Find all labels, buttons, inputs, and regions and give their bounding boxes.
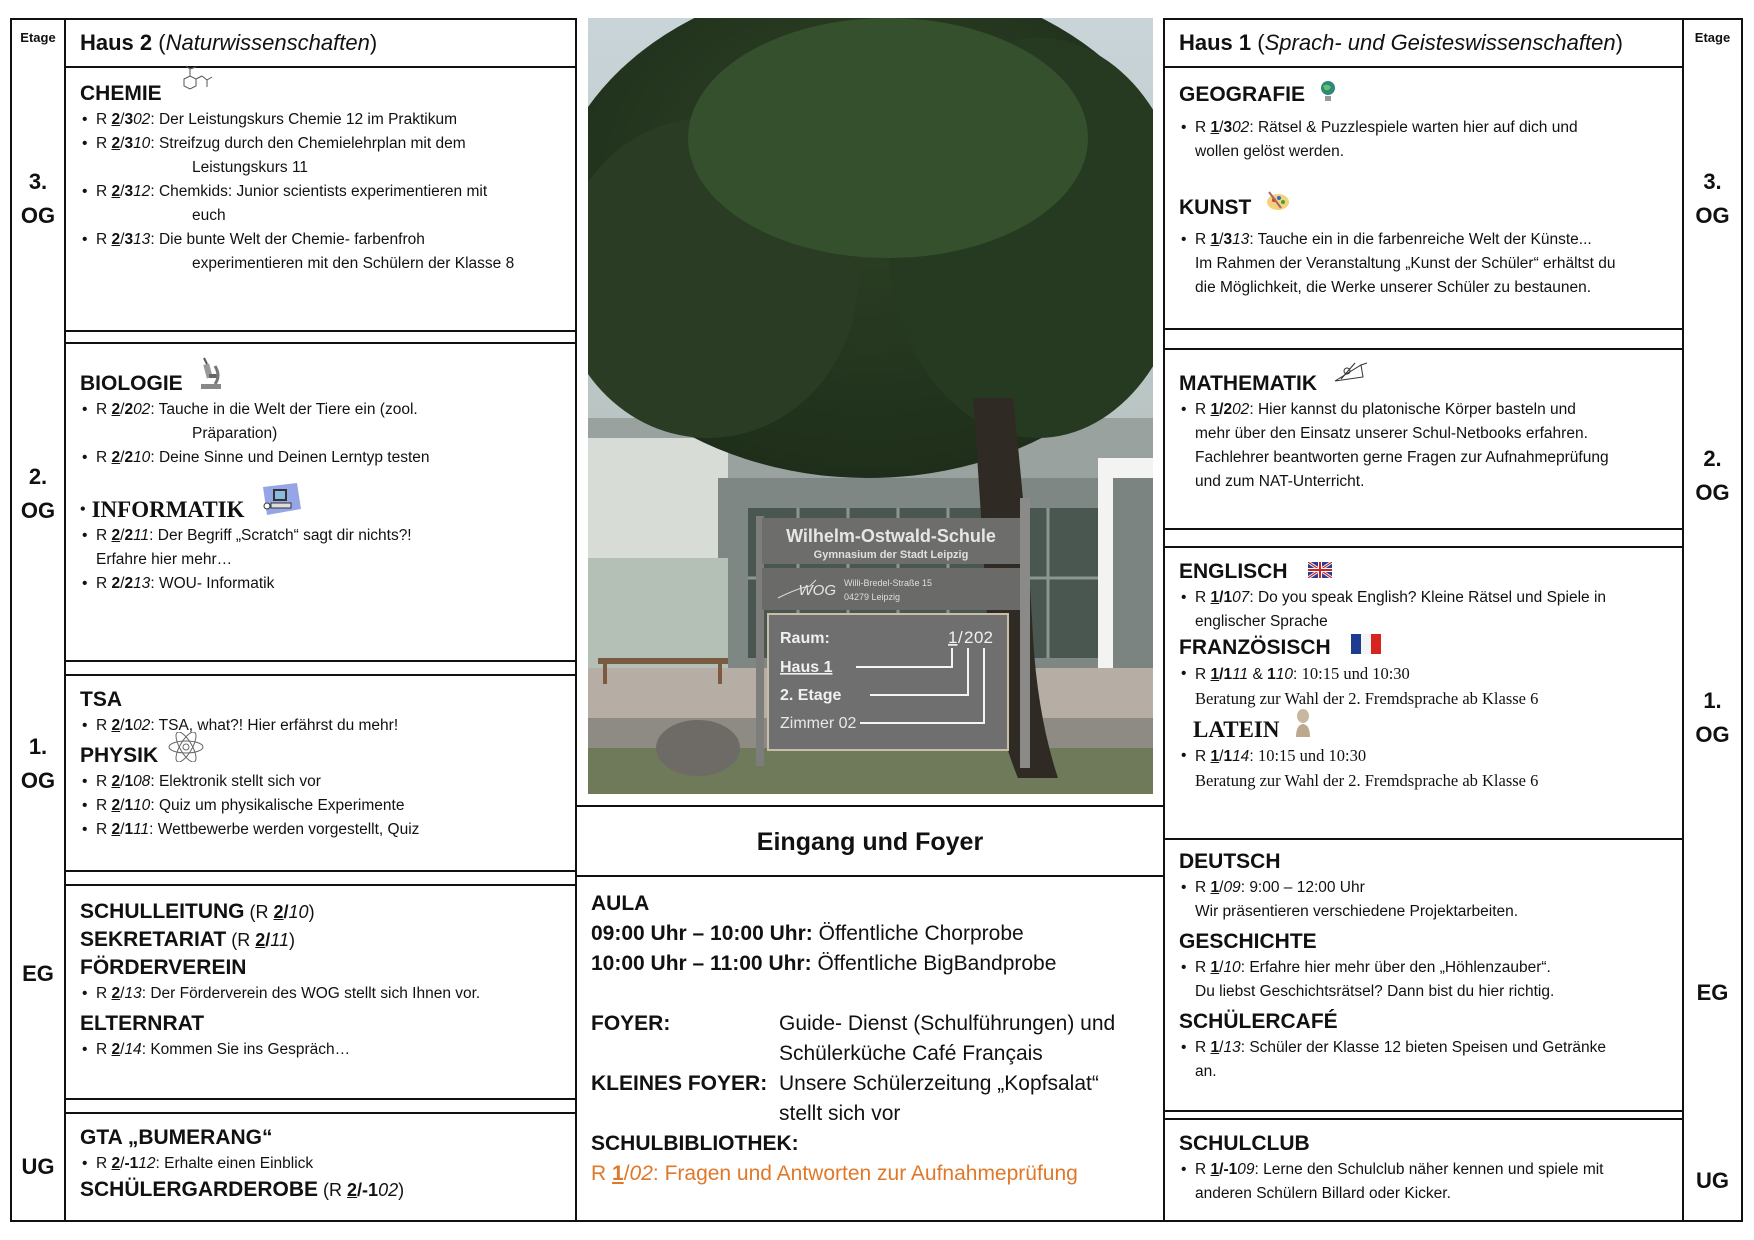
sekretariat-heading: SEKRETARIAT (R 2/11): [80, 928, 295, 951]
franzoesisch-list: [1179, 662, 1668, 712]
floor-label-eg-right: EG: [1696, 980, 1729, 1005]
floor-number: 3.: [28, 169, 48, 194]
haus1-3og-box: [1163, 66, 1684, 330]
haus1-header: Haus 1 (Sprach- und Geisteswissenschaften): [1163, 18, 1684, 68]
haus1-title: Haus 1: [1179, 30, 1252, 55]
geografie-list: [1179, 116, 1668, 164]
gta-heading: GTA „BUMERANG“: [80, 1126, 273, 1149]
garderobe-heading: SCHÜLERGARDEROBE (R 2/-102): [80, 1178, 405, 1201]
floor-suffix: OG: [20, 203, 56, 228]
haus1-subtitle: Sprach- und Geisteswissenschaften: [1264, 30, 1616, 55]
uk-flag-icon: [1308, 558, 1332, 586]
list-item: • R 2/310: Streifzug durch den Chemielehrplan mit dem Leistungskurs 11: [80, 132, 561, 180]
etage-header-right: Etage: [1694, 30, 1731, 45]
list-item: • R 1/13: Schüler der Klasse 12 bieten Speisen und Getränke an.: [1179, 1036, 1668, 1084]
list-item: • R 1/111 & 110: 10:15 und 10:30 Beratung zur Wahl der 2. Fremdsprache ab Klasse 6: [1179, 662, 1668, 712]
list-item: • R 1/313: Tauche ein in die farbenreiche Welt der Künste... Im Rahmen der Veranstaltung „Kunst der Schüler“ erhältst du die Möglichkeit, die Werke unserer Schüler zu bestaunen.: [1179, 228, 1668, 300]
chemie-heading-text: CHEMIE: [80, 82, 162, 105]
foerderverein-list: [80, 982, 561, 1006]
bibliothek-heading: SCHULBIBLIOTHEK:: [591, 1132, 799, 1155]
eingang-title-box: [575, 805, 1165, 877]
englisch-list: [1179, 586, 1668, 634]
englisch-heading-text: ENGLISCH: [1179, 560, 1288, 583]
aula-row: 09:00 Uhr – 10:00 Uhr: Öffentliche Chorprobe: [591, 922, 1024, 945]
schuelercafe-list: [1179, 1036, 1668, 1084]
list-item: • R 2/302: Der Leistungskurs Chemie 12 im Praktikum: [80, 108, 561, 132]
latein-list: [1179, 744, 1668, 794]
haus2-subtitle: Naturwissenschaften: [165, 30, 370, 55]
chemie-list: [80, 108, 561, 276]
elternrat-list: [80, 1038, 561, 1062]
etage-column-left: [10, 18, 66, 1222]
haus1-1og-box: [1163, 546, 1684, 840]
floor-label-ug-right: UG: [1696, 1168, 1729, 1193]
haus2-title: Haus 2: [80, 30, 153, 55]
schuelercafe-heading: SCHÜLERCAFÉ: [1179, 1010, 1338, 1033]
physik-heading-text: PHYSIK: [80, 744, 159, 767]
etage-header-left: Etage: [20, 30, 56, 45]
mathematik-list: [1179, 398, 1668, 494]
bust-icon: [1294, 707, 1312, 744]
schulclub-heading: SCHULCLUB: [1179, 1132, 1310, 1155]
sign-subtitle: Gymnasium der Stadt Leipzig: [813, 549, 969, 561]
list-item: • R 2/213: WOU- Informatik: [80, 572, 561, 596]
sign-logo: WOG: [798, 582, 836, 599]
photo-illustration: [588, 18, 1153, 794]
geschichte-heading: GESCHICHTE: [1179, 930, 1317, 953]
floor-label-1og-right: [1684, 684, 1741, 752]
elternrat-heading: ELTERNRAT: [80, 1012, 205, 1035]
informatik-heading: • INFORMATIK: [80, 496, 561, 524]
list-item: • R 2/211: Der Begriff „Scratch“ sagt dir nichts?! Erfahre hier mehr…: [80, 524, 561, 572]
list-item: • R 2/108: Elektronik stellt sich vor: [80, 770, 561, 794]
floor-label-3og-right: [1684, 165, 1741, 233]
list-item: • R 1/114: 10:15 und 10:30 Beratung zur Wahl der 2. Fremdsprache ab Klasse 6: [1179, 744, 1668, 794]
floor-suffix: OG: [20, 768, 56, 793]
haus2-3og-box: [64, 66, 577, 332]
list-item: • R 1/202: Hier kannst du platonische Körper basteln und mehr über den Einsatz unserer Schul-Netbooks erfahren. Fachlehrer beantworten gerne Fragen zur Aufnahmeprüfung und zum NAT-Unterricht.: [1179, 398, 1668, 494]
haus2-ug-box: [64, 1112, 577, 1222]
floor-number: 3.: [1703, 169, 1722, 194]
floor-label-2og-right: [1684, 442, 1741, 510]
list-item: • R 2/202: Tauche in die Welt der Tiere ein (zool. Präparation): [80, 398, 561, 446]
gta-list: [80, 1152, 561, 1176]
haus1-2og-box: [1163, 348, 1684, 530]
biologie-list: [80, 398, 561, 470]
haus1-ug-box: [1163, 1118, 1684, 1222]
floor-number: 2.: [1703, 446, 1722, 471]
list-item: • R 1/09: 9:00 – 12:00 Uhr Wir präsentieren verschiedene Projektarbeiten.: [1179, 876, 1668, 924]
mathematik-heading: [1179, 370, 1668, 398]
foyer-row: FOYER: Guide- Dienst (Schulführungen) und Schülerküche Café Français: [591, 1012, 1116, 1065]
physik-heading: [80, 742, 561, 770]
schulclub-list: [1179, 1158, 1668, 1206]
school-entrance-photo: [588, 18, 1153, 794]
eingang-content-box: [575, 875, 1165, 1222]
biologie-heading: [80, 370, 561, 398]
molecule-icon: [176, 65, 214, 105]
kunst-heading: [1179, 194, 1668, 222]
latein-heading-text: LATEIN: [1193, 717, 1280, 742]
informatik-heading-text: INFORMATIK: [91, 497, 245, 522]
microscope-icon: [197, 356, 223, 398]
list-item: • R 2/14: Kommen Sie ins Gespräch…: [80, 1038, 561, 1062]
deutsch-heading: DEUTSCH: [1179, 850, 1281, 873]
palette-icon: [1265, 190, 1291, 220]
floor-number: 1.: [1703, 688, 1722, 713]
aula-heading: AULA: [591, 892, 650, 915]
physik-list: [80, 770, 561, 842]
mathematik-heading-text: MATHEMATIK: [1179, 372, 1318, 395]
computer-icon: [259, 481, 303, 524]
sign-legend-haus: Haus 1: [780, 659, 833, 676]
floor-suffix: OG: [1695, 480, 1730, 505]
list-item: • R 2/13: Der Förderverein des WOG stellt sich Ihnen vor.: [80, 982, 561, 1006]
haus2-eg-box: [64, 884, 577, 1100]
list-item: • R 1/10: Erfahre hier mehr über den „Höhlenzauber“. Du liebst Geschichtsrätsel? Dann bist du hier richtig.: [1179, 956, 1668, 1004]
floor-label-eg-left: EG: [22, 961, 54, 986]
svg-text:/: /: [958, 628, 963, 647]
franzoesisch-heading: [1179, 634, 1668, 662]
haus2-header: Haus 2 (Naturwissenschaften): [64, 18, 577, 68]
deutsch-list: [1179, 876, 1668, 924]
haus1-eg-box: [1163, 838, 1684, 1112]
floor-suffix: OG: [1695, 203, 1730, 228]
floor-label-ug-left: UG: [21, 1154, 55, 1179]
kunst-list: [1179, 228, 1668, 300]
list-item: • R 2/102: TSA, what?! Hier erfährst du mehr!: [80, 714, 561, 738]
floor-label-3og-left: [12, 165, 64, 233]
latein-heading: [1179, 716, 1668, 744]
sign-city: 04279 Leipzig: [844, 592, 901, 602]
foerderverein-heading: FÖRDERVEREIN: [80, 956, 247, 979]
globe-icon: [1319, 80, 1337, 110]
sign-title: Wilhelm-Ostwald-Schule: [786, 526, 996, 546]
list-item: • R 1/107: Do you speak English? Kleine Rätsel und Spiele in englischer Sprache: [1179, 586, 1668, 634]
geometry-icon: [1331, 359, 1371, 395]
list-item: • R 2/110: Quiz um physikalische Experimente: [80, 794, 561, 818]
sign-raum-house: 1: [948, 628, 958, 647]
sign-raum-room: 02: [974, 628, 993, 647]
chemie-heading: [80, 80, 561, 108]
floor-suffix: OG: [20, 498, 56, 523]
floor-label-1og-left: [12, 730, 64, 798]
list-item: • R 1/302: Rätsel & Puzzlespiele warten hier auf dich und wollen gelöst werden.: [1179, 116, 1668, 164]
kleines-foyer-row: KLEINES FOYER: Unsere Schülerzeitung „Kopfsalat“ stellt sich vor: [591, 1072, 1099, 1125]
geografie-heading: [1179, 80, 1668, 110]
sign-legend-etage: 2. Etage: [780, 687, 842, 704]
geografie-heading-text: GEOGRAFIE: [1179, 83, 1306, 106]
haus2-1og-box: [64, 674, 577, 872]
informatik-list: [80, 524, 561, 596]
list-item: • R 1/-109: Lerne den Schulclub näher kennen und spiele mit anderen Schülern Billard oder Kicker.: [1179, 1158, 1668, 1206]
spacer-line: [1163, 528, 1684, 548]
tsa-list: [80, 714, 561, 738]
list-item: • R 2/313: Die bunte Welt der Chemie- farbenfroh experimentieren mit den Schülern der Klasse 8: [80, 228, 561, 276]
list-item: • R 2/312: Chemkids: Junior scientists experimentieren mit euch: [80, 180, 561, 228]
floor-label-2og-left: [12, 460, 64, 528]
floor-suffix: OG: [1695, 722, 1730, 747]
biologie-heading-text: BIOLOGIE: [80, 372, 183, 395]
bibliothek-row: R 1/02: Fragen und Antworten zur Aufnahmeprüfung: [591, 1162, 1078, 1185]
aula-row: 10:00 Uhr – 11:00 Uhr: Öffentliche BigBandprobe: [591, 952, 1057, 975]
sign-raum-floor: 2: [964, 628, 974, 647]
sign-street: Willi-Bredel-Straße 15: [844, 578, 933, 588]
list-item: • R 2/210: Deine Sinne und Deinen Lerntyp testen: [80, 446, 561, 470]
sign-raum-label: Raum:: [780, 630, 830, 647]
haus2-2og-box: [64, 342, 577, 662]
franzoesisch-heading-text: FRANZÖSISCH: [1179, 636, 1331, 659]
eingang-title: Eingang und Foyer: [756, 828, 984, 856]
spacer-line: [1163, 328, 1684, 350]
schulleitung-heading: SCHULLEITUNG (R 2/10): [80, 900, 315, 923]
tsa-heading: TSA: [80, 688, 122, 711]
kunst-heading-text: KUNST: [1179, 196, 1252, 219]
list-item: • R 2/-112: Erhalte einen Einblick: [80, 1152, 561, 1176]
geschichte-list: [1179, 956, 1668, 1004]
etage-column-right: [1682, 18, 1743, 1222]
englisch-heading: [1179, 558, 1668, 586]
list-item: • R 2/111: Wettbewerbe werden vorgestellt, Quiz: [80, 818, 561, 842]
floor-number: 2.: [28, 464, 48, 489]
floor-number: 1.: [28, 734, 48, 759]
sign-legend-zimmer: Zimmer 02: [780, 715, 857, 732]
france-flag-icon: [1351, 634, 1381, 662]
